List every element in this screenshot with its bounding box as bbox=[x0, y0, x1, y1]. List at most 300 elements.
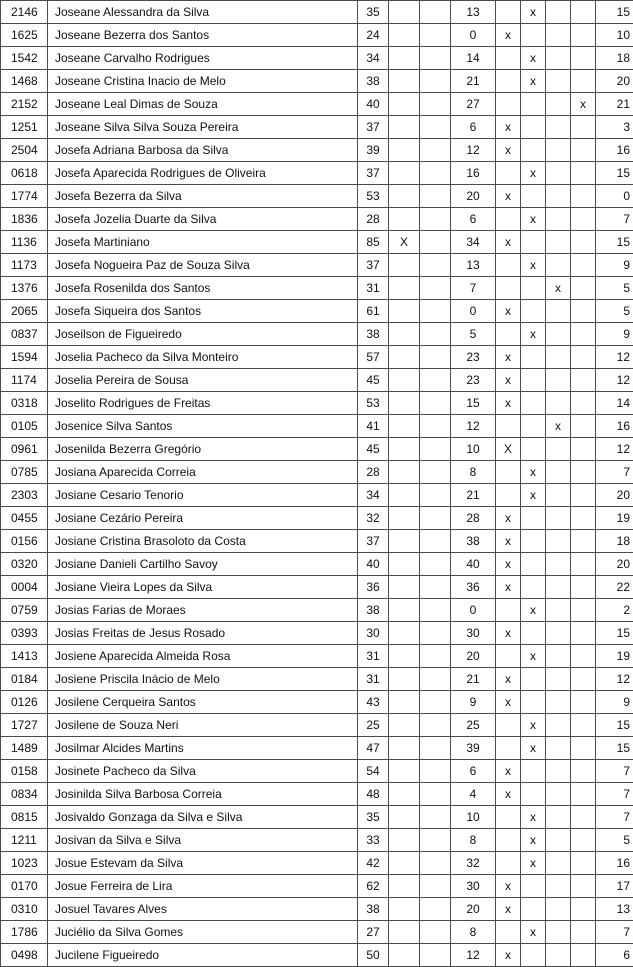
age-cell: 45 bbox=[358, 438, 389, 461]
points-cell: 21 bbox=[596, 93, 633, 116]
table-row bbox=[1, 530, 633, 553]
flag-cell-1 bbox=[389, 47, 420, 70]
points-cell: 9 bbox=[596, 691, 633, 714]
age-cell: 32 bbox=[358, 507, 389, 530]
mark-cell-1 bbox=[496, 921, 521, 944]
age-cell: 37 bbox=[358, 254, 389, 277]
flag-cell-1 bbox=[389, 553, 420, 576]
age-cell: 37 bbox=[358, 530, 389, 553]
mark-cell-3 bbox=[546, 714, 571, 737]
person-name: Josiene Priscila Inácio de Melo bbox=[48, 668, 358, 691]
flag-cell-2 bbox=[420, 93, 451, 116]
mark-cell-2: x bbox=[521, 47, 546, 70]
points-cell: 12 bbox=[596, 346, 633, 369]
score-cell: 20 bbox=[451, 898, 496, 921]
mark-cell-1: x bbox=[496, 783, 521, 806]
table-row bbox=[1, 599, 633, 622]
mark-cell-1 bbox=[496, 47, 521, 70]
flag-cell-1 bbox=[389, 829, 420, 852]
table-row bbox=[1, 507, 633, 530]
score-cell: 40 bbox=[451, 553, 496, 576]
mark-cell-1 bbox=[496, 737, 521, 760]
points-cell: 17 bbox=[596, 875, 633, 898]
mark-cell-4 bbox=[571, 645, 596, 668]
score-cell: 15 bbox=[451, 392, 496, 415]
person-name: Joseane Bezerra dos Santos bbox=[48, 24, 358, 47]
score-cell: 10 bbox=[451, 438, 496, 461]
mark-cell-1: x bbox=[496, 231, 521, 254]
mark-cell-2: x bbox=[521, 806, 546, 829]
flag-cell-1 bbox=[389, 461, 420, 484]
points-cell: 7 bbox=[596, 461, 633, 484]
record-id: 0759 bbox=[1, 599, 48, 622]
points-cell: 18 bbox=[596, 530, 633, 553]
record-id: 1625 bbox=[1, 24, 48, 47]
table-row bbox=[1, 921, 633, 944]
table-row bbox=[1, 1, 633, 24]
person-name: Josefa Rosenilda dos Santos bbox=[48, 277, 358, 300]
flag-cell-1 bbox=[389, 24, 420, 47]
person-name: Josefa Nogueira Paz de Souza Silva bbox=[48, 254, 358, 277]
mark-cell-3 bbox=[546, 829, 571, 852]
mark-cell-3 bbox=[546, 944, 571, 967]
mark-cell-3 bbox=[546, 484, 571, 507]
flag-cell-2 bbox=[420, 645, 451, 668]
flag-cell-1 bbox=[389, 599, 420, 622]
mark-cell-1: x bbox=[496, 760, 521, 783]
table-row bbox=[1, 24, 633, 47]
flag-cell-2 bbox=[420, 553, 451, 576]
flag-cell-2 bbox=[420, 783, 451, 806]
record-id: 0498 bbox=[1, 944, 48, 967]
table-row bbox=[1, 231, 633, 254]
record-id: 0156 bbox=[1, 530, 48, 553]
points-cell: 20 bbox=[596, 553, 633, 576]
mark-cell-1 bbox=[496, 208, 521, 231]
table-row bbox=[1, 944, 633, 967]
flag-cell-1 bbox=[389, 185, 420, 208]
mark-cell-2 bbox=[521, 944, 546, 967]
record-id: 1251 bbox=[1, 116, 48, 139]
record-id: 1489 bbox=[1, 737, 48, 760]
score-cell: 12 bbox=[451, 139, 496, 162]
mark-cell-4 bbox=[571, 438, 596, 461]
record-id: 1774 bbox=[1, 185, 48, 208]
score-cell: 13 bbox=[451, 254, 496, 277]
mark-cell-4 bbox=[571, 875, 596, 898]
flag-cell-1 bbox=[389, 116, 420, 139]
mark-cell-1 bbox=[496, 829, 521, 852]
score-cell: 21 bbox=[451, 484, 496, 507]
record-id: 0815 bbox=[1, 806, 48, 829]
mark-cell-4 bbox=[571, 553, 596, 576]
person-name: Josiana Aparecida Correia bbox=[48, 461, 358, 484]
mark-cell-4 bbox=[571, 760, 596, 783]
score-cell: 7 bbox=[451, 277, 496, 300]
age-cell: 57 bbox=[358, 346, 389, 369]
mark-cell-3 bbox=[546, 530, 571, 553]
mark-cell-3 bbox=[546, 93, 571, 116]
record-id: 0393 bbox=[1, 622, 48, 645]
mark-cell-3 bbox=[546, 208, 571, 231]
points-cell: 5 bbox=[596, 300, 633, 323]
mark-cell-3 bbox=[546, 162, 571, 185]
age-cell: 28 bbox=[358, 208, 389, 231]
age-cell: 37 bbox=[358, 162, 389, 185]
mark-cell-4 bbox=[571, 668, 596, 691]
mark-cell-4 bbox=[571, 599, 596, 622]
table-row bbox=[1, 737, 633, 760]
mark-cell-2: x bbox=[521, 645, 546, 668]
mark-cell-1: X bbox=[496, 438, 521, 461]
flag-cell-1 bbox=[389, 300, 420, 323]
flag-cell-2 bbox=[420, 70, 451, 93]
age-cell: 40 bbox=[358, 553, 389, 576]
mark-cell-4 bbox=[571, 415, 596, 438]
age-cell: 37 bbox=[358, 116, 389, 139]
mark-cell-2 bbox=[521, 691, 546, 714]
flag-cell-1 bbox=[389, 737, 420, 760]
table-row bbox=[1, 576, 633, 599]
flag-cell-2 bbox=[420, 392, 451, 415]
record-id: 0618 bbox=[1, 162, 48, 185]
score-cell: 8 bbox=[451, 829, 496, 852]
mark-cell-2 bbox=[521, 277, 546, 300]
record-id: 0785 bbox=[1, 461, 48, 484]
points-cell: 15 bbox=[596, 231, 633, 254]
mark-cell-4 bbox=[571, 392, 596, 415]
mark-cell-3 bbox=[546, 438, 571, 461]
person-name: Joseane Alessandra da Silva bbox=[48, 1, 358, 24]
mark-cell-3 bbox=[546, 760, 571, 783]
flag-cell-1 bbox=[389, 1, 420, 24]
person-name: Josefa Adriana Barbosa da Silva bbox=[48, 139, 358, 162]
mark-cell-2 bbox=[521, 760, 546, 783]
mark-cell-4: x bbox=[571, 93, 596, 116]
mark-cell-4 bbox=[571, 70, 596, 93]
score-cell: 0 bbox=[451, 300, 496, 323]
score-cell: 10 bbox=[451, 806, 496, 829]
flag-cell-2 bbox=[420, 829, 451, 852]
person-name: Josinilda Silva Barbosa Correia bbox=[48, 783, 358, 806]
mark-cell-2: x bbox=[521, 852, 546, 875]
points-cell: 14 bbox=[596, 392, 633, 415]
table-row bbox=[1, 875, 633, 898]
score-cell: 30 bbox=[451, 622, 496, 645]
person-name: Josue Ferreira de Lira bbox=[48, 875, 358, 898]
flag-cell-1 bbox=[389, 254, 420, 277]
points-cell: 12 bbox=[596, 668, 633, 691]
mark-cell-1: x bbox=[496, 300, 521, 323]
mark-cell-1 bbox=[496, 645, 521, 668]
record-id: 2146 bbox=[1, 1, 48, 24]
record-id: 2303 bbox=[1, 484, 48, 507]
score-cell: 8 bbox=[451, 461, 496, 484]
score-cell: 21 bbox=[451, 70, 496, 93]
record-id: 0004 bbox=[1, 576, 48, 599]
mark-cell-1: x bbox=[496, 898, 521, 921]
record-id: 0126 bbox=[1, 691, 48, 714]
age-cell: 31 bbox=[358, 645, 389, 668]
age-cell: 38 bbox=[358, 599, 389, 622]
person-name: Juciélio da Silva Gomes bbox=[48, 921, 358, 944]
person-name: Joseane Silva Silva Souza Pereira bbox=[48, 116, 358, 139]
flag-cell-2 bbox=[420, 438, 451, 461]
person-name: Joseane Cristina Inacio de Melo bbox=[48, 70, 358, 93]
person-name: Josefa Martiniano bbox=[48, 231, 358, 254]
points-cell: 2 bbox=[596, 599, 633, 622]
record-id: 1413 bbox=[1, 645, 48, 668]
mark-cell-4 bbox=[571, 691, 596, 714]
table-row bbox=[1, 714, 633, 737]
table-row bbox=[1, 553, 633, 576]
flag-cell-2 bbox=[420, 254, 451, 277]
age-cell: 38 bbox=[358, 323, 389, 346]
flag-cell-2 bbox=[420, 231, 451, 254]
score-cell: 36 bbox=[451, 576, 496, 599]
flag-cell-2 bbox=[420, 116, 451, 139]
person-name: Joseane Leal Dimas de Souza bbox=[48, 93, 358, 116]
age-cell: 25 bbox=[358, 714, 389, 737]
flag-cell-2 bbox=[420, 852, 451, 875]
flag-cell-1 bbox=[389, 691, 420, 714]
points-cell: 13 bbox=[596, 898, 633, 921]
person-name: Joselia Pereira de Sousa bbox=[48, 369, 358, 392]
person-name: Josilene Cerqueira Santos bbox=[48, 691, 358, 714]
mark-cell-3 bbox=[546, 116, 571, 139]
flag-cell-1 bbox=[389, 714, 420, 737]
mark-cell-4 bbox=[571, 369, 596, 392]
mark-cell-3 bbox=[546, 254, 571, 277]
mark-cell-3 bbox=[546, 691, 571, 714]
flag-cell-2 bbox=[420, 346, 451, 369]
table-row bbox=[1, 162, 633, 185]
mark-cell-1 bbox=[496, 277, 521, 300]
mark-cell-4 bbox=[571, 116, 596, 139]
table-row bbox=[1, 139, 633, 162]
score-cell: 12 bbox=[451, 415, 496, 438]
mark-cell-1: x bbox=[496, 553, 521, 576]
table-row bbox=[1, 185, 633, 208]
mark-cell-3 bbox=[546, 576, 571, 599]
mark-cell-1 bbox=[496, 415, 521, 438]
record-id: 1786 bbox=[1, 921, 48, 944]
record-id: 1468 bbox=[1, 70, 48, 93]
age-cell: 31 bbox=[358, 277, 389, 300]
mark-cell-3: x bbox=[546, 277, 571, 300]
person-name: Joseilson de Figueiredo bbox=[48, 323, 358, 346]
score-cell: 27 bbox=[451, 93, 496, 116]
flag-cell-2 bbox=[420, 162, 451, 185]
mark-cell-1 bbox=[496, 162, 521, 185]
person-name: Josilene de Souza Neri bbox=[48, 714, 358, 737]
flag-cell-1 bbox=[389, 645, 420, 668]
person-name: Josias Farias de Moraes bbox=[48, 599, 358, 622]
flag-cell-1 bbox=[389, 668, 420, 691]
flag-cell-1 bbox=[389, 806, 420, 829]
points-cell: 15 bbox=[596, 737, 633, 760]
mark-cell-2 bbox=[521, 300, 546, 323]
points-cell: 7 bbox=[596, 806, 633, 829]
mark-cell-4 bbox=[571, 185, 596, 208]
flag-cell-1 bbox=[389, 530, 420, 553]
mark-cell-2: x bbox=[521, 162, 546, 185]
table-row bbox=[1, 783, 633, 806]
table-row bbox=[1, 93, 633, 116]
flag-cell-2 bbox=[420, 806, 451, 829]
flag-cell-1: X bbox=[389, 231, 420, 254]
mark-cell-4 bbox=[571, 507, 596, 530]
points-cell: 10 bbox=[596, 24, 633, 47]
mark-cell-3 bbox=[546, 461, 571, 484]
points-cell: 12 bbox=[596, 438, 633, 461]
table-row bbox=[1, 277, 633, 300]
flag-cell-1 bbox=[389, 392, 420, 415]
flag-cell-2 bbox=[420, 668, 451, 691]
score-cell: 25 bbox=[451, 714, 496, 737]
person-name: Joselito Rodrigues de Freitas bbox=[48, 392, 358, 415]
points-cell: 9 bbox=[596, 323, 633, 346]
person-name: Josefa Jozelia Duarte da Silva bbox=[48, 208, 358, 231]
mark-cell-3 bbox=[546, 737, 571, 760]
mark-cell-4 bbox=[571, 783, 596, 806]
person-name: Josivan da Silva e Silva bbox=[48, 829, 358, 852]
age-cell: 38 bbox=[358, 70, 389, 93]
mark-cell-2: x bbox=[521, 829, 546, 852]
score-cell: 0 bbox=[451, 599, 496, 622]
age-cell: 85 bbox=[358, 231, 389, 254]
mark-cell-1 bbox=[496, 323, 521, 346]
flag-cell-1 bbox=[389, 760, 420, 783]
table-row bbox=[1, 116, 633, 139]
mark-cell-4 bbox=[571, 300, 596, 323]
mark-cell-2 bbox=[521, 139, 546, 162]
age-cell: 36 bbox=[358, 576, 389, 599]
score-cell: 12 bbox=[451, 944, 496, 967]
table-row bbox=[1, 760, 633, 783]
mark-cell-2 bbox=[521, 346, 546, 369]
mark-cell-3 bbox=[546, 553, 571, 576]
record-id: 1174 bbox=[1, 369, 48, 392]
mark-cell-2: x bbox=[521, 921, 546, 944]
record-id: 1136 bbox=[1, 231, 48, 254]
table-row bbox=[1, 691, 633, 714]
score-cell: 30 bbox=[451, 875, 496, 898]
mark-cell-3 bbox=[546, 70, 571, 93]
mark-cell-1 bbox=[496, 714, 521, 737]
score-cell: 39 bbox=[451, 737, 496, 760]
mark-cell-3 bbox=[546, 369, 571, 392]
score-cell: 28 bbox=[451, 507, 496, 530]
mark-cell-1: x bbox=[496, 530, 521, 553]
points-cell: 16 bbox=[596, 139, 633, 162]
points-cell: 15 bbox=[596, 1, 633, 24]
mark-cell-1 bbox=[496, 1, 521, 24]
flag-cell-1 bbox=[389, 852, 420, 875]
mark-cell-2 bbox=[521, 116, 546, 139]
mark-cell-4 bbox=[571, 162, 596, 185]
mark-cell-1: x bbox=[496, 691, 521, 714]
age-cell: 34 bbox=[358, 47, 389, 70]
mark-cell-4 bbox=[571, 277, 596, 300]
mark-cell-1 bbox=[496, 852, 521, 875]
flag-cell-1 bbox=[389, 576, 420, 599]
mark-cell-2 bbox=[521, 783, 546, 806]
person-name: Josiane Cezário Pereira bbox=[48, 507, 358, 530]
mark-cell-4 bbox=[571, 622, 596, 645]
table-body bbox=[1, 1, 633, 967]
mark-cell-3 bbox=[546, 24, 571, 47]
record-id: 0158 bbox=[1, 760, 48, 783]
record-id: 0184 bbox=[1, 668, 48, 691]
flag-cell-2 bbox=[420, 208, 451, 231]
table-row bbox=[1, 852, 633, 875]
mark-cell-1 bbox=[496, 599, 521, 622]
mark-cell-1: x bbox=[496, 185, 521, 208]
flag-cell-2 bbox=[420, 24, 451, 47]
mark-cell-4 bbox=[571, 47, 596, 70]
person-name: Josue Estevam da Silva bbox=[48, 852, 358, 875]
age-cell: 31 bbox=[358, 668, 389, 691]
points-cell: 12 bbox=[596, 369, 633, 392]
score-cell: 21 bbox=[451, 668, 496, 691]
mark-cell-1: x bbox=[496, 116, 521, 139]
mark-cell-3 bbox=[546, 645, 571, 668]
mark-cell-3 bbox=[546, 346, 571, 369]
mark-cell-2 bbox=[521, 507, 546, 530]
table-row bbox=[1, 898, 633, 921]
record-id: 2152 bbox=[1, 93, 48, 116]
mark-cell-4 bbox=[571, 530, 596, 553]
person-name: Josivaldo Gonzaga da Silva e Silva bbox=[48, 806, 358, 829]
table-row bbox=[1, 47, 633, 70]
flag-cell-1 bbox=[389, 139, 420, 162]
mark-cell-4 bbox=[571, 346, 596, 369]
mark-cell-3 bbox=[546, 898, 571, 921]
flag-cell-2 bbox=[420, 415, 451, 438]
flag-cell-2 bbox=[420, 944, 451, 967]
mark-cell-2 bbox=[521, 231, 546, 254]
record-id: 0310 bbox=[1, 898, 48, 921]
points-cell: 22 bbox=[596, 576, 633, 599]
age-cell: 24 bbox=[358, 24, 389, 47]
record-id: 0961 bbox=[1, 438, 48, 461]
mark-cell-3 bbox=[546, 300, 571, 323]
person-name: Josenilda Bezerra Gregório bbox=[48, 438, 358, 461]
table-row bbox=[1, 392, 633, 415]
mark-cell-2 bbox=[521, 553, 546, 576]
points-cell: 18 bbox=[596, 47, 633, 70]
mark-cell-1: x bbox=[496, 668, 521, 691]
record-id: 1727 bbox=[1, 714, 48, 737]
points-cell: 7 bbox=[596, 921, 633, 944]
table-row bbox=[1, 369, 633, 392]
flag-cell-2 bbox=[420, 898, 451, 921]
score-cell: 6 bbox=[451, 208, 496, 231]
person-name: Joselia Pacheco da Silva Monteiro bbox=[48, 346, 358, 369]
mark-cell-3 bbox=[546, 47, 571, 70]
record-id: 0320 bbox=[1, 553, 48, 576]
record-id: 2065 bbox=[1, 300, 48, 323]
points-cell: 7 bbox=[596, 760, 633, 783]
age-cell: 53 bbox=[358, 392, 389, 415]
score-cell: 0 bbox=[451, 24, 496, 47]
record-id: 0837 bbox=[1, 323, 48, 346]
flag-cell-2 bbox=[420, 461, 451, 484]
record-id: 1023 bbox=[1, 852, 48, 875]
score-cell: 6 bbox=[451, 760, 496, 783]
person-name: Josilmar Alcides Martins bbox=[48, 737, 358, 760]
